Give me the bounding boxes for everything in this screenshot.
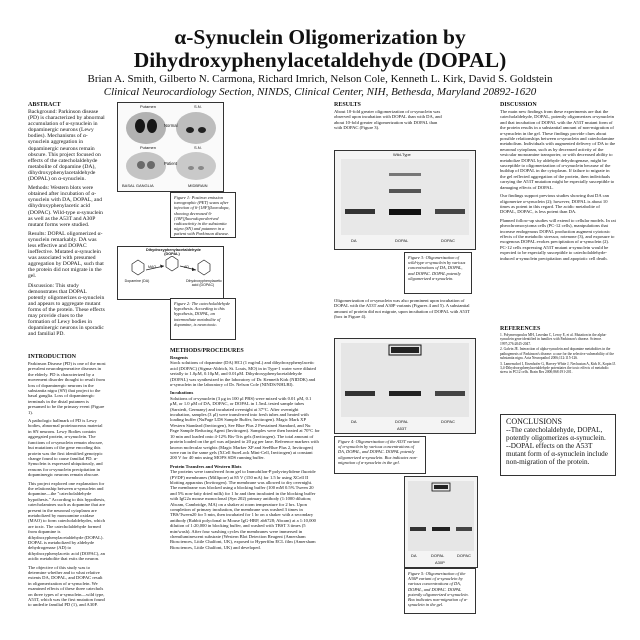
fig3-lane-dopal: DOPAL <box>395 238 409 243</box>
methods-reagents-heading: Reagents <box>170 355 188 360</box>
fig5-title: A30P <box>435 560 445 565</box>
authors: Brian A. Smith, Gilberto N. Carmona, Richard Imrich, Nelson Cole, Kenneth L. Kirk, David S. Goldstein <box>87 73 553 85</box>
fig2-compound-dopac: Dihydroxyphenylacetic acid (DOPAC) <box>186 279 222 287</box>
fig4-gel-svg <box>341 343 469 417</box>
conclusions-heading: CONCLUSIONS <box>506 417 563 426</box>
fig2-enzyme-ad: AD <box>184 265 189 269</box>
fig1-patient-scans <box>124 150 218 182</box>
abstract-methods: Methods: Western blots were obtained after incubation of α-synuclein with DA, DOPAL, and dihydroxyphenylacetic acid (DOPAC). Wild-type α-synuclein as well as the A53T and A30P mutant forms were studied. <box>28 185 103 228</box>
figure-5-blot <box>404 476 478 568</box>
results-section-2 <box>334 298 474 323</box>
abstract-background: Background: Parkinson disease (PD) is characterized by abnormal accumulation of α-synuclein in dopaminergic neurons (Lewy bodies). Mechanisms of α-synuclein aggregation in dopaminergic neurons remain obscure. This project focused on effects of the catecholaldehyde metabolite of dopamine (DA), dihydroxyphenylacetaldehyde (DOPAL) on α-synuclein. <box>28 109 105 183</box>
results-heading: RESULTS <box>334 102 361 108</box>
introduction-heading: INTRODUCTION <box>28 354 77 360</box>
intro-p3: This project explored one explanation for the relationship between α-synuclein and dopamine—the "catecholaldehyde hypothesis." According to this hypothesis, catecholamines such as dopamine that are present in the neuronal cytoplasm are metabolized by monoamine oxidase (MAO) to form catecholaldehydes, which are toxic. The catecholaldehyde formed from dopamine is dihydroxyphenylacetaldehyde (DOPAL). DOPAL is metabolized by aldehyde dehydrogenase (AD) to dihydroxyphenylacetic acid (DOPAC), an acidic metabolite that exits the neuron. <box>28 480 106 562</box>
reference-2: 2. Galvin JE. Interaction of alpha-synuclein and dopamine metabolites in the pathogenesis of Parkinson's disease: a case for the selective vulnerability of the substantia nigra. Acta Neuropathol 2006;112:115-126. <box>500 347 614 360</box>
intro-p4: The objective of this study was to determine whether and to what relative extents DA, DOPAL, and DOPAC result in oligomerization of α-synuclein. We examined effects of these three catechols on three types of α-synuclein—wild type, A53T, which was the first mutation found to underlie familial PD (1), and A30P. <box>28 564 105 608</box>
fig3-lane-dopac: DOPAC <box>441 238 455 243</box>
results-p2: Oligomerization of α-synuclein was also prominent upon incubation of DOPAL with the A53T and A30P variants (Figures 4 and 5). A substantial amount of protein did not migrate, upon incubation of DOPAL with A53T (box in Figure 4). <box>334 298 470 320</box>
abstract-discussion: Discussion: This study demonstrates that DOPAL potently oligomerizes α-synuclein and appears to aggregate mutant forms of the protein. These effects may provide clues to the formation of Lewy bodies in dopaminergic neurons in sporadic and familial PD. <box>28 282 105 338</box>
methods-incubations: Solutions of α-synuclein (3 μg in 100 μl PBS) were mixed with 0.01 μM, 0.1 μM, or 1.0 μM of DA, DOPAC, or DOPAL in 1.5mL tested sample tubes (Sarstedt, Germany) and incubated overnight at 37°C. After overnight incubation, samples (3 μl) were transferred into fresh tubes and heated with loading buffer (NuPage LDS Sample Buffer, Invitrogen). Magic Mark XP Western Standard (Invitrogen), See Blue Plus 2 Prestained Standard, and Nu Page Sample Reducing Agent (Invitrogen). Samples were then heated at 70°C for 10 min and loaded onto 4-12% Bis-Tris gels (Invitrogen). The total amount of protein loaded on the gel was adjusted to 20 μg per lane. Reference markers with known molecular weights (Magic Marker XP and SeeBlue Plus 2, Invitrogen) were run in the same gels (XCell SureLock Mini-Cell, Invitrogen) at constant 200 V for 40 min using MOPS SDS running buffer. <box>170 395 320 461</box>
fig2-enzyme-mao: MAO <box>148 265 157 269</box>
figure-1-image <box>117 102 224 192</box>
affiliation: Clinical Neurocardiology Section, NINDS, Clinical Center, NIH, Bethesda, Maryland 20892-1620 <box>103 86 537 98</box>
fig3-title: Wild-Type <box>393 152 411 157</box>
fig5-lane-dopac: DOPAC <box>457 553 471 558</box>
title-line-2: Dihydroxyphenylacetaldehyde (DOPAL) <box>133 48 507 72</box>
discussion-p3: Planned follow-up studies will extend to cellular models. In rat pheochromocytoma cells (PC-12 cells), manipulations that increase endogenous DOPAL production augment cytotoxic effects of the metabolic stressor, rotenone (3), and exposure to exogenous DOPAL evokes precipitation of α-synuclein (2). PC-12 cells expressing A53T mutant α-synuclein would be expected to be especially susceptible to catecholaldehyde-induced α-synuclein precipitation and apoptotic cell death. <box>500 217 616 261</box>
fig5-lane-dopal: DOPAL <box>431 553 445 558</box>
figure-1-caption: Figure 1: Positron emission tomographic (PET) scans after injection of 6-[18F]fluorodopa, showing decreased 6-[18F]fluorodopa-derived radioactivity in the substantia nigra (SN) and putamen in a patient with Parkinson disease. <box>170 192 236 238</box>
discussion-section <box>500 102 616 264</box>
intro-p1: Parkinson Disease (PD) is one of the most prevalent neurodegenerative diseases in the elderly. PD is characterized by a movement disorder thought to result from loss of dopaminergic neurons in the substantia nigra (SN) that project to the basal ganglia. Loss of dopaminergic terminals in the distal putamen is presumed to be the primary event (Figure 1). <box>28 361 106 415</box>
methods-blots-heading: Protein Transfers and Western Blots <box>170 463 242 469</box>
references-section <box>500 326 616 376</box>
fig4-title: A53T <box>397 426 407 431</box>
references-heading: REFERENCES <box>500 326 541 332</box>
introduction-section <box>28 354 106 611</box>
fig1-label-patient: Patient <box>164 161 178 166</box>
fig5-gel-svg <box>408 481 474 551</box>
results-section <box>334 102 446 134</box>
fig3-lane-da: DA <box>351 238 357 243</box>
conclusion-1: --The catecholaldehyde, DOPAL, potently oligomerizes α-synuclein. <box>506 426 606 443</box>
abstract-results: Results: DOPAL oligomerized α-synuclein remarkably. DA was less effective and DOPAC ineffective. Mutated α-synuclein was associated with presumed aggregation by DOPAL, such that the protein did not migrate in the gel. <box>28 230 104 280</box>
figure-2-caption: Figure 2: The catecholaldehyde hypothesis. According to this hypothesis, DOPAL, an intermediate metabolite of dopamine, is neurotoxic. <box>170 298 236 340</box>
fig1-normal-scans <box>124 110 218 146</box>
figure-4-caption: Figure 4: Oligomerization of the A53T variant of α-synuclein by various concentrations of DA, DOPAL, and DOPAC. DOPAL potently oligomerized α-synuclein. Box indicates non-migration of α-synuclein in the gel. <box>334 436 426 474</box>
discussion-p1: The main new findings from these experiments are that the catecholaldehyde, DOPAL, potently oligomerizes α-synuclein and that incubation of DOPAL with the A53T mutant form of the protein results in a substantial amount of non-migration of α-synuclein in the gel. These findings provide clues about possible relationships between α-synuclein and catecholamine metabolism. Individuals with augmented delivery of DA to the neuronal cytoplasm, such as by decreased activity of the vesicular monoamine transporter, or with decreased ability to metabolize DOPAL by aldehyde dehydrogenase, might be susceptible to oligomerization of α-synuclein because of the buildup of DOPAL in the cytoplasm. If failure to migrate in the gel reflected aggregation of the protein, then individuals carrying the A53T mutation might be especially susceptible to damaging effects of DOPAL. <box>500 109 616 190</box>
fig1-label-putamen: Putamen <box>140 104 157 109</box>
fig2-compound-da: Dopamine (DA) <box>124 279 150 283</box>
fig4-lane-dopal: DOPAL <box>395 419 409 424</box>
fig2-title: Dihydroxyphenylacetaldehyde (DOPAL) <box>146 248 201 256</box>
methods-incubations-heading: Incubations <box>170 390 194 396</box>
figure-3-caption: Figure 3: Oligomerization of wild-type α-synuclein by various concentrations of DA, DOPAL, and DOPAC. DOPAL potently oligomerized α-synuclein. <box>404 252 472 294</box>
figure-3-blot <box>334 150 476 250</box>
fig1-label-sn-2: S.N. <box>194 145 202 150</box>
abstract-heading: ABSTRACT <box>28 102 61 108</box>
figure-4-blot <box>334 338 476 434</box>
reference-3: 3. Lamensdorf I, Eisenhofer G, Harvey-White J, Nechustan A, Kirk K, Kopin IJ. 3,4-Dihydroxyphenylacetaldehyde potentiates the toxic effects of metabolic stress in PC12 cells. Brain Res 2000;868:191-201. <box>500 361 616 375</box>
fig3-gel-svg <box>341 159 469 235</box>
fig1-label-putamen-2: Putamen <box>140 145 157 150</box>
reference-1: 1. Polymeropoulos MH, Lavedan C, Leroy E, et al. Mutation in the alpha-synuclein gene identified in families with Parkinson's disease. Science. 1997;276:2045-2047. <box>500 333 607 346</box>
fig1-label-normal: Normal <box>164 123 178 128</box>
fig1-label-midbrain: MIDBRAIN <box>188 183 208 188</box>
methods-blots: The proteins were transferred from gel to Immobilon-P polyvinylidene fluoride (PVDF) membranes (Millipore) at 85 V (150 mA) for 1.5 hr using XCell II blotting apparatus (Invitrogen). The membrane was allowed to dry overnight. The membrane was blocked using a blocking buffer (100 mM 0.5% Tween 20 and 5% non-fatty dried milk) for 1 hr and then incubated in the blocking buffer with IgG2a mouse monoclonal (Syn 202) primary antibody (1:1000 dilution; Abcam, Cambridge, MA) on a shaker at room temperature for 2 hrs. Upon completion of primary incubation, the membrane was washed 3 times in TBS/Tween20 for 5 min, then incubated for 1 hr on a shaker with a secondary antibody (Rabbit polyclonal to Mouse IgG-HRP, ab6728; Abcam) at a 1:10,000 dilution of 1:20,000 in blocking buffer, and washed with TBST 3 times (5 min/wash). After four washing cycles the membranes were immersed in chemiluminescent substrate (Western Blot Detection Reagent (Amersham Biosciences, Little Chalfont, UK), exposed to Hyperfilm ECL film (Amersham Biosciences, Little Chalfont, UK) and developed. <box>170 469 316 550</box>
poster-title <box>0 26 640 72</box>
methods-reagents: Stock solutions of dopamine (DA) HCl (1 mg/mL) and dihydroxyphenylacetic acid (DOPAC) (Sigma-Aldrich, St. Louis, MO) in in Type-1 water were diluted serially to 1.0μM, 0.10μM, and 0.01μM. Dihydroxyphenylacetaldehyde (DOPAL) was synthesized in the laboratory of Dr. Kenneth Kirk (NIDDK) and α-synuclein in the laboratory of Dr. Nelson Cole (NINDS/NHLBI). <box>170 360 316 388</box>
figure-5-caption: Figure 5: Oligomerization of the A30P variant of α-synuclein by various concentrations of DA, DOPAL, and DOPAC. DOPAL potently oligomerized α-synuclein. Box indicates non-migration of α-synuclein in the gel. <box>404 568 476 614</box>
fig1-label-sn: S.N. <box>194 104 202 109</box>
results-p1: About 10-fold greater oligomerization of α-synuclein was observed upon incubation with DOPAL than with DA, and about 10-fold greater oligomerization with DOPAL than with DOPAC (Figure 3). <box>334 109 442 131</box>
discussion-heading: DISCUSSION <box>500 102 537 108</box>
fig1-label-basal-ganglia: BASAL GANGLIA <box>122 183 154 188</box>
methods-heading: METHODS/PROCEDURES <box>170 348 244 354</box>
methods-section <box>170 348 320 553</box>
fig4-lane-da: DA <box>351 419 357 424</box>
abstract-section <box>28 102 106 340</box>
intro-p2: A pathologic hallmark of PD is Lewy bodies, abnormal proteinaceous material in SN neurons. Lewy Bodies contain aggregated protein, α-synuclein. The functions of α-synuclein remain obscure, but mutations of the gene encoding this protein was the first identified genotypic change found to cause familial PD. α-Synuclein is expressed ubiquitously, and reasons for α-synuclein precipitation in dopaminergic neurons remain obscure. <box>28 418 104 478</box>
conclusion-2: --DOPAL effects on the A53T mutant form of α-synuclein include non-migration of the protein. <box>506 442 608 467</box>
conclusions-box <box>500 414 616 476</box>
discussion-p2: Our findings support previous studies showing that DA can oligomerize α-synuclein (2); however, DOPAL is about 10 times as potent in this regard. The acidic metabolite of DOPAL, DOPAC, is less potent than DA. <box>500 193 609 215</box>
title-line-1: α-Synuclein Oligomerization by <box>174 25 466 49</box>
fig4-lane-dopac: DOPAC <box>441 419 455 424</box>
figure-2-diagram <box>117 246 224 300</box>
fig5-lane-da: DA <box>411 553 417 558</box>
